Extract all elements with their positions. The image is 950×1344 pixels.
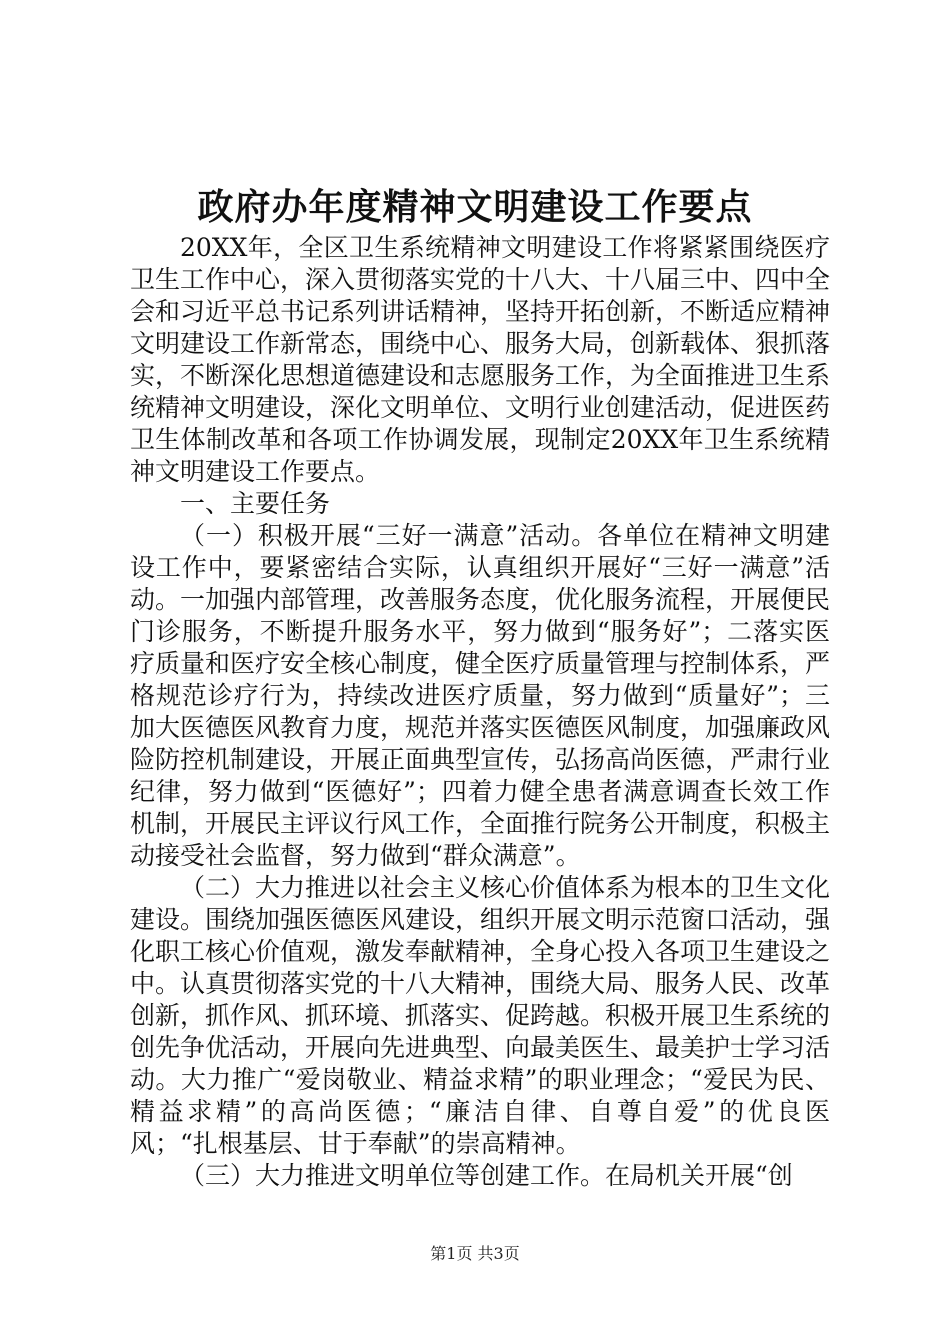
page-footer: 第1页 共3页 <box>430 1244 520 1263</box>
document-body <box>130 232 830 1192</box>
task-paragraph-1: （一）积极开展“三好一满意”活动。各单位在精神文明建设工作中，要紧密结合实际，认真组织开展好“三好一满意”活动。一加强内部管理，改善服务态度，优化服务流程，开展便民门诊服务，不断提升服务水平，努力做到“服务好”；二落实医疗质量和医疗安全核心制度，健全医疗质量管理与控制体系，严格规范诊疗行为，持续改进医疗质量，努力做到“质量好”；三加大医德医风教育力度，规范并落实医德医风制度，加强廉政风险防控机制建设，开展正面典型宣传，弘扬高尚医德，严肃行业纪律，努力做到“医德好”；四着力健全患者满意调查长效工作机制，开展民主评议行风工作，全面推行院务公开制度，积极主动接受社会监督，努力做到“群众满意”。 <box>130 521 831 870</box>
intro-paragraph: 20XX年，全区卫生系统精神文明建设工作将紧紧围绕医疗卫生工作中心，深入贯彻落实党的十八大、十八届三中、四中全会和习近平总书记系列讲话精神，坚持开拓创新，不断适应精神文明建设工作新常态，围绕中心、服务大局，创新载体、狠抓落实，不断深化思想道德建设和志愿服务工作，为全面推进卫生系统精神文明建设，深化文明单位、文明行业创建活动，促进医药卫生体制改革和各项工作协调发展，现制定20XX年卫生系统精神文明建设工作要点。 <box>130 233 831 486</box>
section-heading-main-tasks: 一、主要任务 <box>180 489 331 518</box>
task-paragraph-2: （二）大力推进以社会主义核心价值体系为根本的卫生文化建设。围绕加强医德医风建设，组织开展文明示范窗口活动，强化职工核心价值观，激发奉献精神，全身心投入各项卫生建设之中。认真贯彻落实党的十八大精神，围绕大局、服务人民、改革创新，抓作风、抓环境、抓落实、促跨越。积极开展卫生系统的创先争优活动，开展向先进典型、向最美医生、最美护士学习活动。大力推广“爱岗敬业、精益求精”的职业理念；“爱民为民、精益求精”的高尚医德；“廉洁自律、自尊自爱”的优良医风；“扎根基层、甘于奉献”的崇高精神。 <box>130 873 831 1158</box>
document-title: 政府办年度精神文明建设工作要点 <box>197 186 753 228</box>
task-paragraph-3: （三）大力推进文明单位等创建工作。在局机关开展“创 <box>180 1161 793 1190</box>
